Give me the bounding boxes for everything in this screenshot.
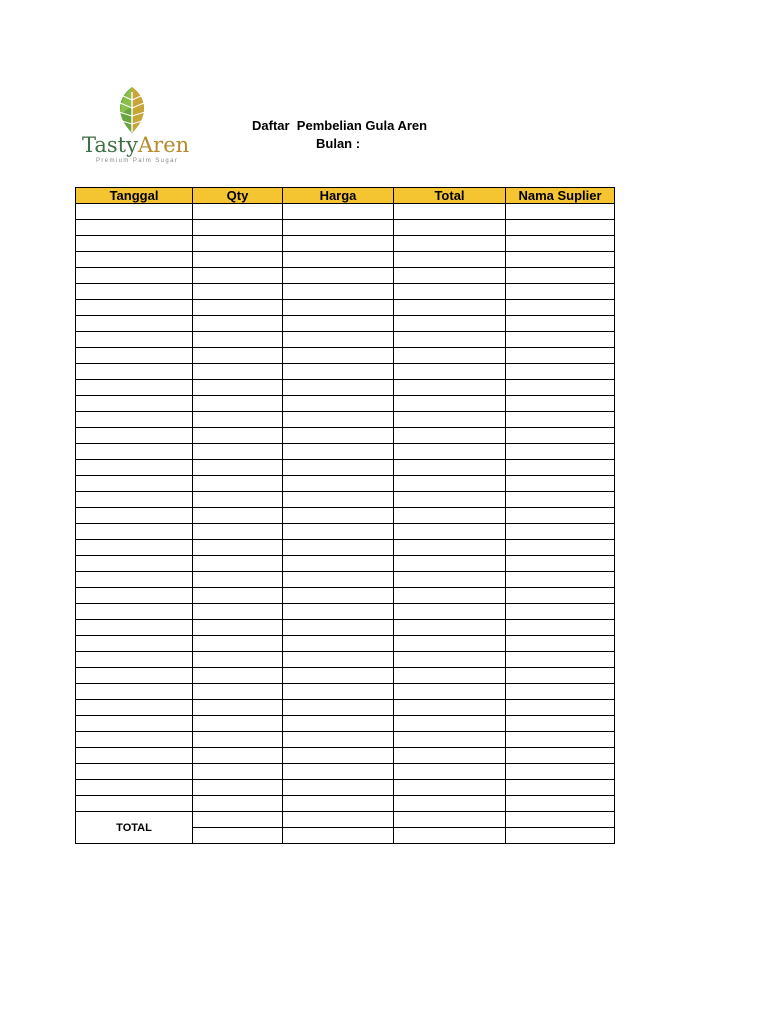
- table-cell[interactable]: [506, 540, 615, 556]
- table-cell[interactable]: [193, 588, 283, 604]
- table-cell[interactable]: [193, 380, 283, 396]
- total-cell[interactable]: [394, 828, 506, 844]
- table-cell[interactable]: [283, 428, 394, 444]
- table-cell[interactable]: [394, 732, 506, 748]
- table-cell[interactable]: [76, 444, 193, 460]
- table-cell[interactable]: [76, 412, 193, 428]
- table-cell[interactable]: [76, 700, 193, 716]
- table-cell[interactable]: [193, 364, 283, 380]
- purchase-table: [75, 187, 615, 844]
- table-row: [76, 220, 615, 236]
- table-cell[interactable]: [283, 652, 394, 668]
- table-row: [76, 524, 615, 540]
- table-cell[interactable]: [506, 268, 615, 284]
- table-cell[interactable]: [394, 492, 506, 508]
- table-cell[interactable]: [193, 796, 283, 812]
- table-cell[interactable]: [506, 732, 615, 748]
- table-cell[interactable]: [283, 300, 394, 316]
- table-cell[interactable]: [506, 412, 615, 428]
- table-cell[interactable]: [193, 396, 283, 412]
- table-cell[interactable]: [193, 444, 283, 460]
- table-cell[interactable]: [283, 700, 394, 716]
- table-cell[interactable]: [283, 492, 394, 508]
- table-row: [76, 652, 615, 668]
- table-cell[interactable]: [394, 332, 506, 348]
- table-row: [76, 252, 615, 268]
- table-row: [76, 668, 615, 684]
- table-cell[interactable]: [283, 236, 394, 252]
- table-cell[interactable]: [76, 572, 193, 588]
- table-cell[interactable]: [283, 268, 394, 284]
- table-cell[interactable]: [76, 508, 193, 524]
- table-cell[interactable]: [283, 508, 394, 524]
- table-cell[interactable]: [394, 220, 506, 236]
- table-cell[interactable]: [76, 780, 193, 796]
- table-cell[interactable]: [394, 604, 506, 620]
- column-header-total: Total: [394, 188, 506, 204]
- table-cell[interactable]: [193, 780, 283, 796]
- table-cell[interactable]: [394, 236, 506, 252]
- table-row: [76, 396, 615, 412]
- table-cell[interactable]: [283, 748, 394, 764]
- table-cell[interactable]: [394, 748, 506, 764]
- logo-word-tasty: Tasty: [82, 133, 138, 157]
- table-row: [76, 588, 615, 604]
- table-cell[interactable]: [283, 636, 394, 652]
- table-cell[interactable]: [394, 252, 506, 268]
- table-cell[interactable]: [76, 604, 193, 620]
- month-label: Bulan :: [316, 136, 361, 151]
- table-cell[interactable]: [193, 668, 283, 684]
- logo-wordmark: [82, 133, 189, 157]
- table-cell[interactable]: [283, 540, 394, 556]
- table-cell[interactable]: [193, 700, 283, 716]
- table-row: [76, 428, 615, 444]
- table-cell[interactable]: [193, 220, 283, 236]
- table-row: [76, 492, 615, 508]
- table-cell[interactable]: [193, 348, 283, 364]
- table-row: [76, 316, 615, 332]
- table-cell[interactable]: [283, 460, 394, 476]
- table-cell[interactable]: [76, 540, 193, 556]
- table-cell[interactable]: [283, 380, 394, 396]
- table-row: [76, 348, 615, 364]
- table-cell[interactable]: [394, 796, 506, 812]
- table-cell[interactable]: [283, 524, 394, 540]
- table-cell[interactable]: [283, 588, 394, 604]
- table-cell[interactable]: [76, 396, 193, 412]
- table-cell[interactable]: [394, 588, 506, 604]
- table-row: [76, 380, 615, 396]
- total-cell[interactable]: [394, 812, 506, 828]
- table-cell[interactable]: [193, 604, 283, 620]
- table-row: [76, 764, 615, 780]
- table-cell[interactable]: [394, 412, 506, 428]
- table-cell[interactable]: [394, 428, 506, 444]
- table-row: [76, 444, 615, 460]
- table-cell[interactable]: [283, 284, 394, 300]
- table-cell[interactable]: [506, 684, 615, 700]
- table-cell[interactable]: [506, 668, 615, 684]
- table-cell[interactable]: [506, 604, 615, 620]
- table-cell[interactable]: [193, 652, 283, 668]
- table-cell[interactable]: [76, 716, 193, 732]
- table-cell[interactable]: [76, 300, 193, 316]
- table-cell[interactable]: [76, 460, 193, 476]
- table-cell[interactable]: [193, 572, 283, 588]
- table-cell[interactable]: [76, 732, 193, 748]
- table-cell[interactable]: [193, 508, 283, 524]
- table-cell[interactable]: [283, 204, 394, 220]
- table-cell[interactable]: [506, 300, 615, 316]
- table-row: [76, 636, 615, 652]
- table-cell[interactable]: [193, 476, 283, 492]
- table-cell[interactable]: [506, 204, 615, 220]
- table-row: [76, 364, 615, 380]
- table-cell[interactable]: [506, 492, 615, 508]
- table-cell[interactable]: [76, 652, 193, 668]
- table-row: [76, 460, 615, 476]
- table-cell[interactable]: [193, 716, 283, 732]
- table-cell[interactable]: [193, 684, 283, 700]
- table-cell[interactable]: [193, 268, 283, 284]
- table-row: [76, 572, 615, 588]
- table-cell[interactable]: [283, 316, 394, 332]
- table-cell[interactable]: [394, 284, 506, 300]
- table-cell[interactable]: [506, 636, 615, 652]
- table-cell[interactable]: [193, 284, 283, 300]
- table-cell[interactable]: [76, 316, 193, 332]
- table-cell[interactable]: [193, 492, 283, 508]
- table-cell[interactable]: [283, 556, 394, 572]
- column-header-nama-suplier: Nama Suplier: [506, 188, 615, 204]
- table-cell[interactable]: [394, 716, 506, 732]
- table-cell[interactable]: [506, 236, 615, 252]
- table-cell[interactable]: [193, 764, 283, 780]
- table-cell[interactable]: [283, 220, 394, 236]
- table-cell[interactable]: [506, 332, 615, 348]
- total-cell[interactable]: [283, 812, 394, 828]
- column-header-tanggal: Tanggal: [76, 188, 193, 204]
- table-cell[interactable]: [506, 220, 615, 236]
- table-cell[interactable]: [283, 348, 394, 364]
- table-cell[interactable]: [76, 556, 193, 572]
- table-cell[interactable]: [394, 572, 506, 588]
- table-cell[interactable]: [506, 396, 615, 412]
- tastyaren-logo: [80, 86, 190, 170]
- table-cell[interactable]: [193, 332, 283, 348]
- table-cell[interactable]: [506, 364, 615, 380]
- table-cell[interactable]: [76, 588, 193, 604]
- table-cell[interactable]: [283, 668, 394, 684]
- table-cell[interactable]: [506, 508, 615, 524]
- table-cell[interactable]: [394, 396, 506, 412]
- table-cell[interactable]: [506, 428, 615, 444]
- table-cell[interactable]: [506, 444, 615, 460]
- table-cell[interactable]: [193, 204, 283, 220]
- table-cell[interactable]: [394, 268, 506, 284]
- table-cell[interactable]: [283, 412, 394, 428]
- table-cell[interactable]: [394, 620, 506, 636]
- table-cell[interactable]: [506, 588, 615, 604]
- table-cell[interactable]: [76, 268, 193, 284]
- table-cell[interactable]: [506, 652, 615, 668]
- table-cell[interactable]: [76, 668, 193, 684]
- table-cell[interactable]: [193, 412, 283, 428]
- table-row: [76, 332, 615, 348]
- table-cell[interactable]: [394, 316, 506, 332]
- table-cell[interactable]: [283, 444, 394, 460]
- table-cell[interactable]: [76, 796, 193, 812]
- table-cell[interactable]: [283, 716, 394, 732]
- table-cell[interactable]: [283, 252, 394, 268]
- total-cell[interactable]: [506, 828, 615, 844]
- table-cell[interactable]: [283, 476, 394, 492]
- table-row: [76, 556, 615, 572]
- table-cell[interactable]: [76, 252, 193, 268]
- table-row: [76, 412, 615, 428]
- table-row: [76, 204, 615, 220]
- table-cell[interactable]: [193, 236, 283, 252]
- table-row: [76, 620, 615, 636]
- table-cell[interactable]: [76, 764, 193, 780]
- total-label: TOTAL: [76, 812, 193, 844]
- table-cell[interactable]: [506, 476, 615, 492]
- table-cell[interactable]: [76, 524, 193, 540]
- table-cell[interactable]: [394, 444, 506, 460]
- table-cell[interactable]: [394, 460, 506, 476]
- table-row: [76, 716, 615, 732]
- table-cell[interactable]: [283, 620, 394, 636]
- table-cell[interactable]: [283, 604, 394, 620]
- table-cell[interactable]: [506, 572, 615, 588]
- table-row: [76, 284, 615, 300]
- table-cell[interactable]: [76, 204, 193, 220]
- column-header-qty: Qty: [193, 188, 283, 204]
- table-cell[interactable]: [193, 460, 283, 476]
- table-cell[interactable]: [76, 284, 193, 300]
- table-cell[interactable]: [193, 636, 283, 652]
- table-cell[interactable]: [394, 540, 506, 556]
- table-cell[interactable]: [506, 460, 615, 476]
- table-row: [76, 268, 615, 284]
- table-cell[interactable]: [394, 380, 506, 396]
- page-title: Daftar Pembelian Gula Aren: [252, 118, 428, 133]
- table-cell[interactable]: [394, 348, 506, 364]
- table-cell[interactable]: [394, 508, 506, 524]
- table-cell[interactable]: [283, 732, 394, 748]
- table-cell[interactable]: [394, 636, 506, 652]
- table-cell[interactable]: [283, 332, 394, 348]
- table-cell[interactable]: [394, 700, 506, 716]
- table-cell[interactable]: [394, 300, 506, 316]
- table-cell[interactable]: [76, 636, 193, 652]
- table-cell[interactable]: [76, 220, 193, 236]
- table-row: [76, 476, 615, 492]
- total-cell[interactable]: [283, 828, 394, 844]
- table-cell[interactable]: [394, 556, 506, 572]
- logo-word-aren: Aren: [137, 133, 190, 157]
- table-cell[interactable]: [506, 316, 615, 332]
- table-cell[interactable]: [506, 524, 615, 540]
- table-row: [76, 300, 615, 316]
- table-cell[interactable]: [283, 764, 394, 780]
- table-cell[interactable]: [76, 476, 193, 492]
- table-cell[interactable]: [506, 348, 615, 364]
- table-cell[interactable]: [394, 204, 506, 220]
- table-cell[interactable]: [506, 780, 615, 796]
- table-cell[interactable]: [506, 284, 615, 300]
- table-cell[interactable]: [394, 652, 506, 668]
- table-row: [76, 748, 615, 764]
- table-cell[interactable]: [283, 396, 394, 412]
- table-cell[interactable]: [506, 700, 615, 716]
- table-cell[interactable]: [193, 316, 283, 332]
- table-cell[interactable]: [193, 252, 283, 268]
- table-cell[interactable]: [394, 780, 506, 796]
- table-cell[interactable]: [76, 364, 193, 380]
- table-cell[interactable]: [193, 540, 283, 556]
- table-cell[interactable]: [76, 748, 193, 764]
- table-cell[interactable]: [283, 572, 394, 588]
- table-cell[interactable]: [193, 524, 283, 540]
- table-cell[interactable]: [394, 684, 506, 700]
- table-cell[interactable]: [193, 428, 283, 444]
- table-row: [76, 796, 615, 812]
- total-cell[interactable]: [193, 828, 283, 844]
- table-cell[interactable]: [76, 492, 193, 508]
- total-cell[interactable]: [506, 812, 615, 828]
- table-header-row: [76, 188, 615, 204]
- logo-tagline: Premium Palm Sugar: [96, 158, 179, 164]
- table-cell[interactable]: [76, 380, 193, 396]
- total-row: [76, 812, 615, 828]
- table-cell[interactable]: [76, 348, 193, 364]
- table-row: [76, 508, 615, 524]
- table-cell[interactable]: [394, 764, 506, 780]
- table-cell[interactable]: [76, 236, 193, 252]
- total-cell[interactable]: [193, 812, 283, 828]
- table-cell[interactable]: [283, 780, 394, 796]
- table-cell[interactable]: [76, 428, 193, 444]
- table-row: [76, 700, 615, 716]
- table-cell[interactable]: [506, 252, 615, 268]
- table-cell[interactable]: [394, 364, 506, 380]
- table-cell[interactable]: [193, 620, 283, 636]
- column-header-harga: Harga: [283, 188, 394, 204]
- table-cell[interactable]: [193, 732, 283, 748]
- table-cell[interactable]: [193, 748, 283, 764]
- table-cell[interactable]: [506, 620, 615, 636]
- table-cell[interactable]: [506, 796, 615, 812]
- table-cell[interactable]: [283, 364, 394, 380]
- table-cell[interactable]: [283, 796, 394, 812]
- table-cell[interactable]: [394, 476, 506, 492]
- table-row: [76, 684, 615, 700]
- table-cell[interactable]: [283, 684, 394, 700]
- table-cell[interactable]: [506, 764, 615, 780]
- leaf-icon: [113, 86, 151, 134]
- table-cell[interactable]: [76, 332, 193, 348]
- table-row: [76, 540, 615, 556]
- table-cell[interactable]: [506, 556, 615, 572]
- table-row: [76, 732, 615, 748]
- table-cell[interactable]: [193, 300, 283, 316]
- table-row: [76, 236, 615, 252]
- table-cell[interactable]: [506, 748, 615, 764]
- table-cell[interactable]: [76, 620, 193, 636]
- table-cell[interactable]: [394, 668, 506, 684]
- table-cell[interactable]: [394, 524, 506, 540]
- table-cell[interactable]: [76, 684, 193, 700]
- table-row: [76, 604, 615, 620]
- table-row: [76, 780, 615, 796]
- table-cell[interactable]: [506, 380, 615, 396]
- table-cell[interactable]: [506, 716, 615, 732]
- table-body: [76, 204, 615, 844]
- table-cell[interactable]: [193, 556, 283, 572]
